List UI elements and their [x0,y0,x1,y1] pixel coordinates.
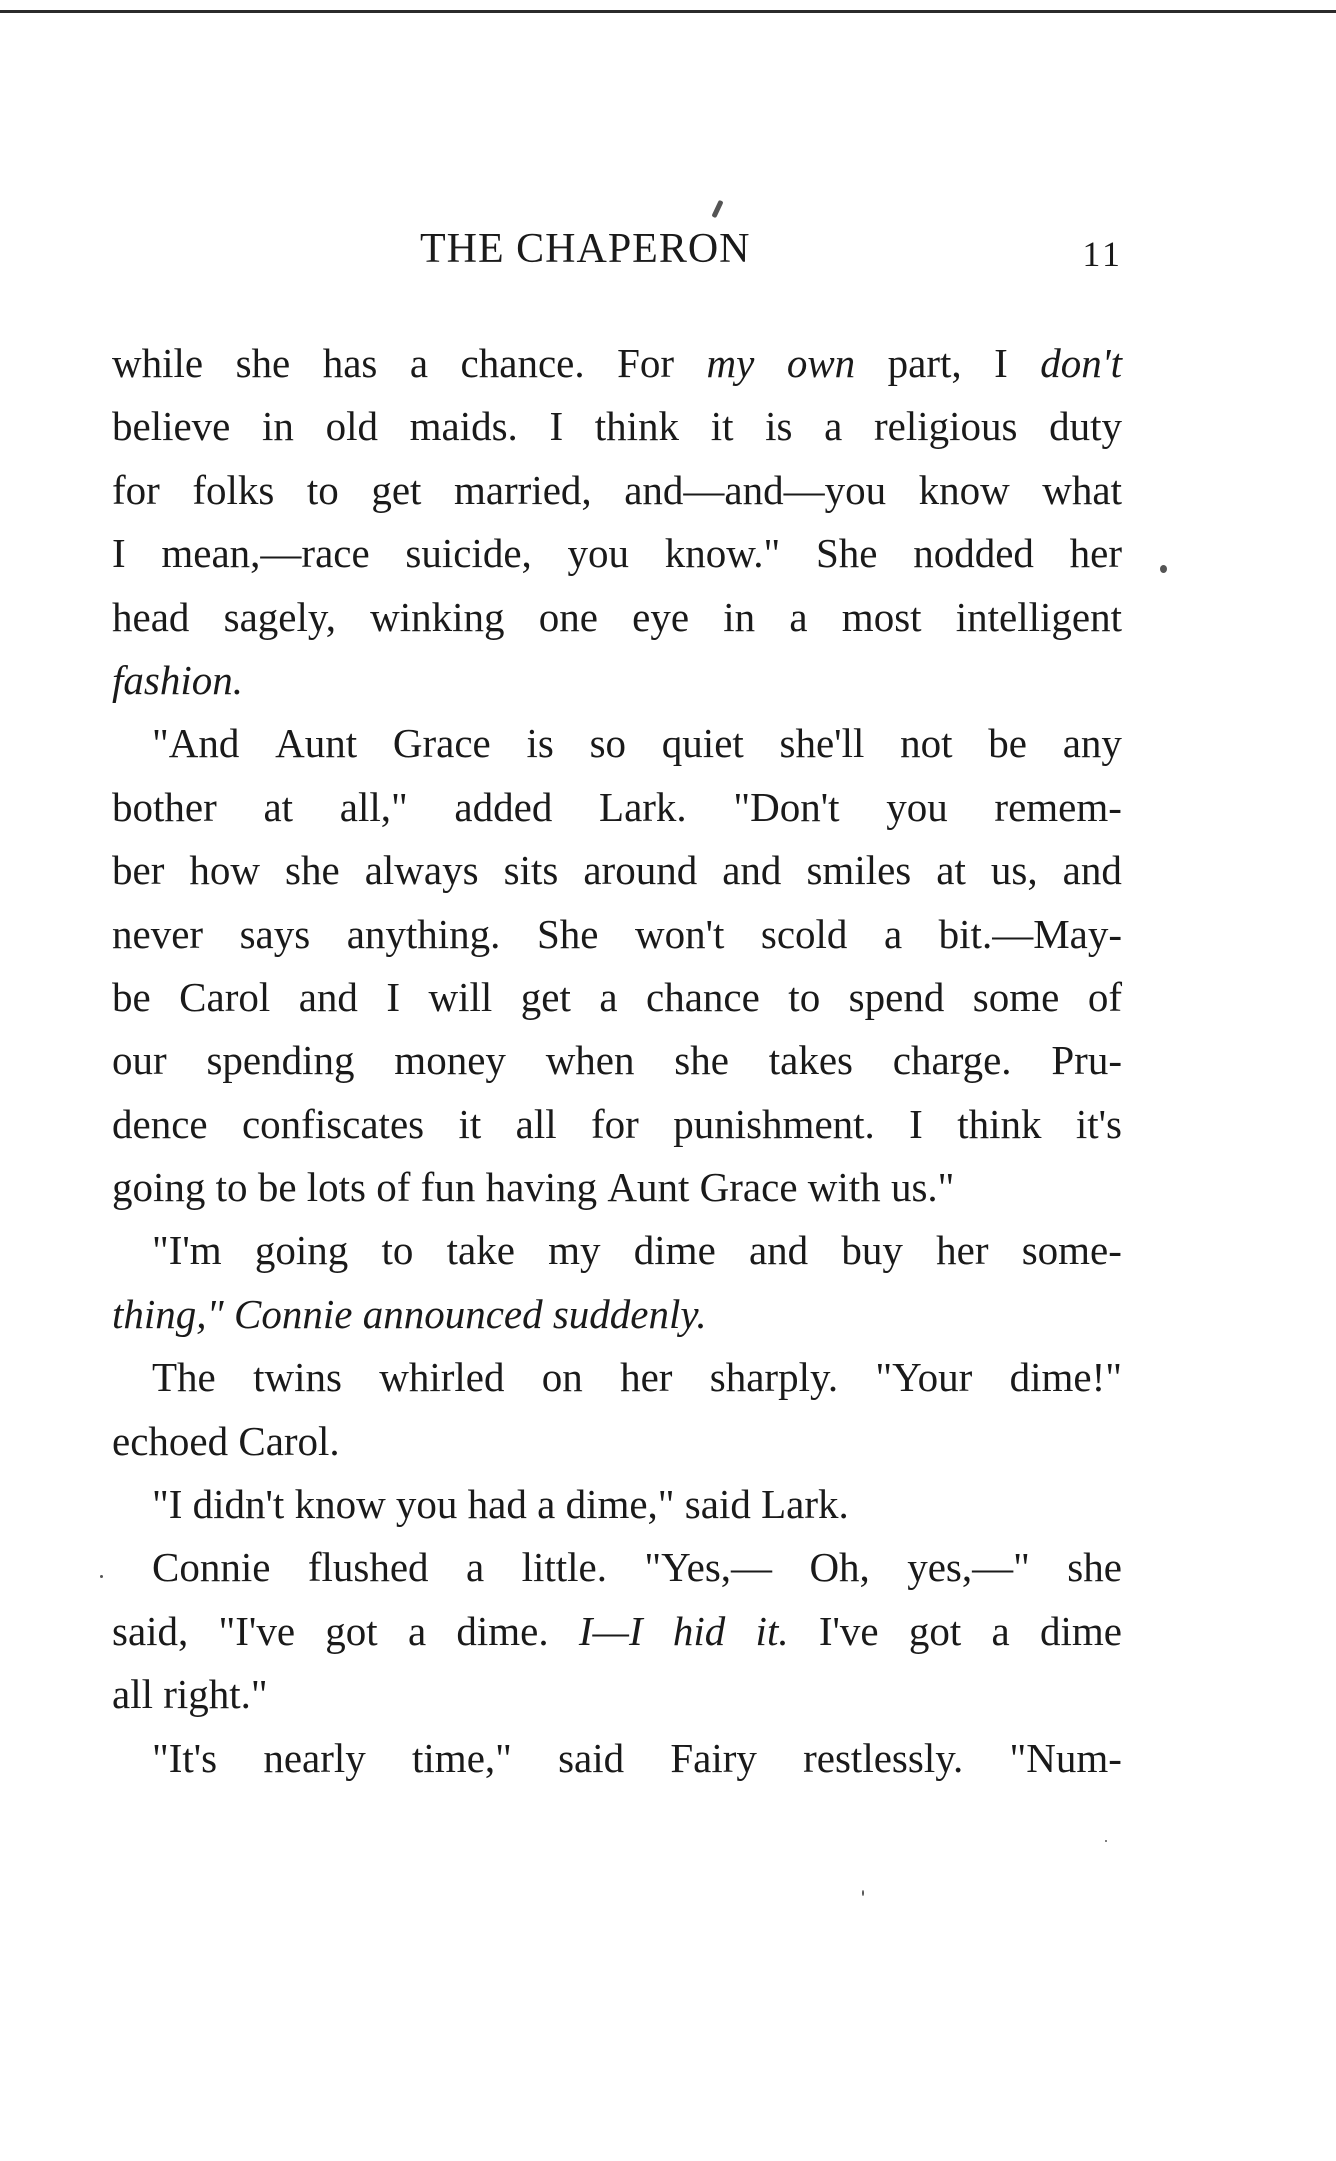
word: how [189,847,260,894]
running-title: THE CHAPERON [420,226,751,272]
word: folks [192,466,275,513]
word: married, [453,466,592,513]
word: She [536,910,599,957]
word: own [786,340,856,386]
word: for [112,466,160,513]
word: Grace [392,720,491,767]
text-line [112,712,1122,775]
word: Pru- [1051,1037,1122,1084]
word: a [537,1481,556,1528]
word: she [285,847,340,894]
word: some [972,973,1060,1020]
word: know." [664,530,781,577]
word: Connie [152,1544,271,1591]
word: and [722,847,782,894]
word: lots [306,1164,367,1211]
word: all [515,1100,557,1147]
word: us." [890,1164,955,1211]
word: She [815,530,878,577]
word: maids. [409,403,518,450]
word: nodded [913,530,1034,577]
text-line [112,776,1122,839]
word: is [765,403,793,450]
word: in [723,593,756,640]
word: think [957,1100,1042,1147]
word: fashion. [112,656,243,703]
word: didn't [192,1481,285,1528]
word: be [112,973,151,1020]
word: anything. [346,910,501,957]
word: get [520,973,571,1020]
ink-speck [1160,565,1167,573]
text-line [112,1283,1122,1346]
word: never [112,910,204,957]
word: will [428,973,493,1020]
word: Grace [699,1164,798,1211]
top-edge-rule [0,10,1336,13]
word: while [112,340,204,386]
word: Carol [179,973,271,1020]
word: know [294,1481,386,1528]
word: some- [1021,1227,1122,1274]
word: dime. [456,1607,549,1654]
word: my [706,340,755,386]
word: to [306,466,339,513]
word: dence [112,1100,208,1147]
word: old [325,403,378,450]
word: on [541,1354,583,1401]
word: all," [339,783,408,830]
word: Carol. [238,1417,340,1464]
text-line [112,1346,1122,1409]
word: a [991,1607,1010,1654]
word: not [900,720,953,767]
word: one [538,593,598,640]
word: get [371,466,422,513]
word: a [465,1544,485,1591]
word: any [1062,720,1122,767]
page-number: 11 [1082,234,1123,274]
word: mean,—race [161,530,370,577]
word: be [257,1164,297,1211]
word: whirled [379,1354,505,1401]
ink-speck [100,1575,103,1578]
word: I [386,973,401,1020]
word: and—and—you [624,466,887,513]
word: you [886,783,948,830]
word: be [988,720,1027,767]
word: nearly [263,1734,366,1781]
word: has [322,340,378,386]
ink-speck [862,1890,864,1896]
word: when [545,1037,635,1084]
ink-speck [1105,1840,1107,1842]
word: Aunt [607,1164,690,1211]
word: our [112,1037,167,1084]
word: scold [760,910,848,957]
text-line [112,395,1122,458]
word: I [909,1100,923,1147]
word: it. [755,1607,789,1654]
word: announced [362,1290,543,1337]
text-line [112,459,1122,522]
word: little. [521,1544,607,1591]
word: thing," [112,1290,224,1337]
word: "I'm [152,1227,222,1274]
word: of [376,1164,411,1211]
word: got [908,1607,962,1654]
word: winking [370,593,505,640]
page-header [0,225,1336,285]
word: head [112,593,190,640]
text-line [112,1219,1122,1282]
word: a [599,973,618,1020]
word: ber [112,847,165,894]
word: dime," [565,1481,675,1528]
word: eye [632,593,690,640]
word: always [364,847,479,894]
word: bit.—May- [938,910,1122,957]
word: "Don't [733,783,840,830]
word: Connie [234,1290,353,1337]
word: I—I [578,1607,643,1654]
word: with [807,1164,881,1211]
word: said [684,1481,751,1528]
word: believe [112,403,231,450]
word: take [446,1227,515,1274]
word: don't [1040,340,1122,386]
word: I [549,403,564,450]
word: religious [873,403,1018,450]
word: Aunt [275,720,358,767]
word: a [824,403,843,450]
word: echoed [112,1417,229,1464]
text-line [112,586,1122,649]
word: Lark. [599,783,687,830]
word: of [1087,973,1122,1020]
word: dime!" [1009,1354,1122,1401]
word: added [454,783,553,830]
word: a [789,593,808,640]
word: won't [634,910,725,957]
text-line [112,1727,1122,1790]
text-body [112,332,1122,1790]
text-line [112,903,1122,966]
word: Fairy [670,1734,757,1781]
text-line [112,1093,1122,1156]
word: restlessly. [803,1734,964,1781]
word: and [748,1227,809,1274]
text-line [112,1410,1122,1473]
word: charge. [892,1037,1012,1084]
word: you [567,530,630,577]
word: going [254,1227,349,1274]
word: "And [152,720,240,767]
word: dime [1039,1607,1122,1654]
word: think [594,403,680,450]
word: spend [848,973,945,1020]
word: around [583,847,698,894]
word: punishment. [673,1100,875,1147]
word: "Yes,— [644,1544,773,1591]
word: know [918,466,1010,513]
word: said [558,1734,625,1781]
word: part, [887,340,962,386]
word: what [1042,466,1122,513]
word: bother [112,783,217,830]
word: I've [818,1607,879,1654]
ink-speck [711,200,723,218]
word: sagely, [223,593,336,640]
word: twins [253,1354,342,1401]
word: she [1067,1544,1122,1591]
text-line [112,1473,1122,1536]
word: "I've [218,1607,296,1654]
word: a [883,910,903,957]
word: Lark. [761,1481,849,1528]
word: sits [503,847,559,894]
word: all [112,1671,153,1718]
word: I [112,530,126,577]
word: us, [990,847,1038,894]
word: suddenly. [552,1290,707,1337]
word: I [994,340,1008,386]
word: she [235,340,291,386]
word: "It's [152,1734,218,1781]
word: "Num- [1009,1734,1122,1781]
word: money [394,1037,506,1084]
word: The [152,1354,216,1401]
word: most [841,593,922,640]
word: her [1069,530,1122,577]
word: it's [1075,1100,1122,1147]
word: time," [412,1734,512,1781]
word: her [936,1227,989,1274]
text-line [112,1156,1122,1219]
word: dime [633,1227,716,1274]
text-line [112,332,1122,395]
word: chance. [460,340,585,386]
word: it [458,1100,482,1147]
word: to [215,1164,248,1211]
word: having [485,1164,598,1211]
word: intelligent [955,593,1122,640]
word: suicide, [405,530,532,577]
word: a [409,340,429,386]
word: for [591,1100,639,1147]
word: takes [768,1037,853,1084]
word: and [1062,847,1122,894]
word: yes,—" [907,1544,1030,1591]
word: For [617,340,675,386]
word: to [381,1227,414,1274]
word: my [548,1227,601,1274]
word: spending [206,1037,355,1084]
word: buy [841,1227,903,1274]
word: confiscates [241,1100,425,1147]
word: so [589,720,627,767]
text-line [112,1663,1122,1726]
word: got [325,1607,378,1654]
word: hid [672,1607,726,1654]
text-line [112,966,1122,1029]
word: right." [163,1671,268,1718]
word: she'll [779,720,865,767]
word: is [526,720,554,767]
word: smiles [806,847,912,894]
word: a [407,1607,427,1654]
word: chance [646,973,760,1020]
word: it [710,403,734,450]
text-line [112,1029,1122,1092]
word: "Your [875,1354,973,1401]
word: duty [1049,403,1122,450]
word: sharply. [709,1354,839,1401]
word: going [112,1164,206,1211]
text-line [112,839,1122,902]
text-line [112,522,1122,585]
word: said, [112,1607,189,1654]
word: in [262,403,294,450]
word: remem- [994,783,1122,830]
word: at [936,847,966,894]
text-line [112,1600,1122,1663]
word: fun [420,1164,476,1211]
word: at [263,783,294,830]
word: her [620,1354,673,1401]
word: and [298,973,358,1020]
text-line [112,1536,1122,1599]
word: Oh, [809,1544,870,1591]
word: "I [152,1481,183,1528]
word: she [674,1037,729,1084]
word: flushed [307,1544,429,1591]
word: had [467,1481,527,1528]
word: you [395,1481,458,1528]
text-line [112,649,1122,712]
word: says [239,910,311,957]
word: quiet [661,720,744,767]
word: to [788,973,821,1020]
